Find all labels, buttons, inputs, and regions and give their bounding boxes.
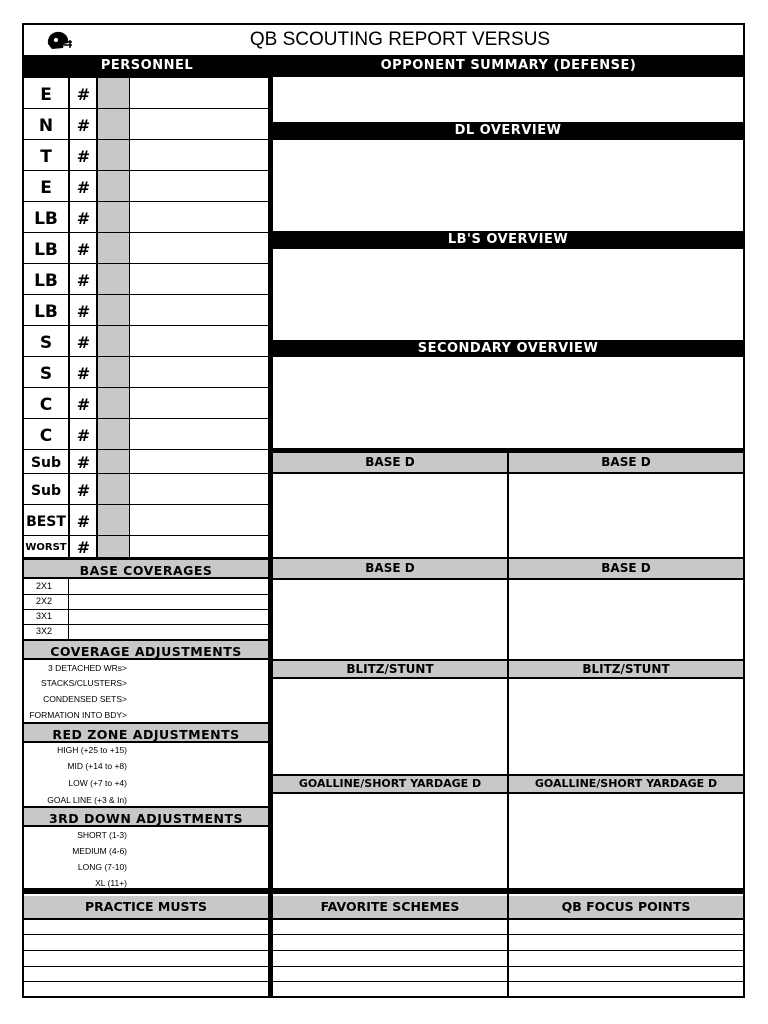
number-cell[interactable] <box>98 326 129 356</box>
number-cell[interactable] <box>98 140 129 170</box>
goalline-heading: GOALLINE/SHORT YARDAGE D <box>509 776 743 792</box>
favorite-scheme-entry[interactable] <box>273 982 507 996</box>
player-name-cell[interactable] <box>130 233 268 263</box>
position-label: N <box>38 116 54 136</box>
base-d-box[interactable] <box>273 474 507 557</box>
number-cell[interactable] <box>98 388 129 418</box>
adjustment-label: CONDENSED SETS> <box>43 694 127 704</box>
opponent-summary-heading: OPPONENT SUMMARY (DEFENSE) <box>380 58 637 73</box>
player-name-cell[interactable] <box>130 536 268 557</box>
jersey-number-label: # <box>76 178 91 197</box>
formation-label: 3X2 <box>36 626 53 636</box>
player-name-cell[interactable] <box>130 264 268 294</box>
position-label: LB <box>34 209 58 229</box>
jersey-number-label: # <box>76 209 91 228</box>
player-name-cell[interactable] <box>130 202 268 232</box>
coverage-entry[interactable] <box>70 609 268 624</box>
jersey-number-label: # <box>76 453 91 472</box>
number-cell[interactable] <box>98 78 129 108</box>
base-d-heading: BASE D <box>273 453 507 472</box>
position-label: T <box>40 147 52 167</box>
coverage-entry[interactable] <box>70 624 268 639</box>
practice-must-entry[interactable] <box>24 982 268 996</box>
number-cell[interactable] <box>98 171 129 201</box>
practice-must-entry[interactable] <box>24 935 268 950</box>
adjustment-label: 3 DETACHED WRs> <box>48 663 127 673</box>
jersey-number-label: # <box>76 147 91 166</box>
qb-focus-points-heading: QB FOCUS POINTS <box>509 896 743 918</box>
favorite-scheme-entry[interactable] <box>273 967 507 981</box>
down-distance-label: MEDIUM (4-6) <box>72 846 127 856</box>
number-cell[interactable] <box>98 264 129 294</box>
base-d-heading: BASE D <box>273 559 507 578</box>
player-name-cell[interactable] <box>130 326 268 356</box>
practice-must-entry[interactable] <box>24 967 268 981</box>
number-cell[interactable] <box>98 419 129 449</box>
red-zone-label: MID (+14 to +8) <box>67 761 127 771</box>
jersey-number-label: # <box>76 116 91 135</box>
adjustment-label: FORMATION INTO BDY> <box>29 710 127 720</box>
player-name-cell[interactable] <box>130 295 268 325</box>
formation-label: 2X1 <box>36 581 53 591</box>
qb-focus-point-entry[interactable] <box>509 951 743 966</box>
red-zone-entry[interactable] <box>130 743 268 758</box>
lb-overview-heading: LB'S OVERVIEW <box>273 231 743 249</box>
number-cell[interactable] <box>98 202 129 232</box>
number-cell[interactable] <box>98 474 129 504</box>
player-name-cell[interactable] <box>130 388 268 418</box>
position-label: E <box>40 85 52 105</box>
red-zone-label: HIGH (+25 to +15) <box>57 745 127 755</box>
favorite-scheme-entry[interactable] <box>273 935 507 950</box>
red-zone-label: LOW (+7 to +4) <box>68 778 127 788</box>
practice-must-entry[interactable] <box>24 951 268 966</box>
jersey-number-label: # <box>76 271 91 290</box>
football-helmet-icon <box>44 30 74 52</box>
number-cell[interactable] <box>98 233 129 263</box>
blitz-stunt-box[interactable] <box>509 679 743 774</box>
number-cell[interactable] <box>98 295 129 325</box>
base-d-box[interactable] <box>273 580 507 659</box>
number-cell[interactable] <box>98 357 129 387</box>
secondary-overview-area[interactable] <box>273 357 743 448</box>
number-cell[interactable] <box>98 450 129 473</box>
position-label: Sub <box>30 483 62 499</box>
practice-musts-heading: PRACTICE MUSTS <box>24 896 268 918</box>
number-cell[interactable] <box>98 536 129 557</box>
adjustment-entry[interactable] <box>130 708 268 723</box>
jersey-number-label: # <box>76 333 91 352</box>
down-distance-label: SHORT (1-3) <box>77 830 127 840</box>
favorite-scheme-entry[interactable] <box>273 919 507 934</box>
jersey-number-label: # <box>76 395 91 414</box>
helmet-logo <box>44 30 74 52</box>
base-coverages-heading: BASE COVERAGES <box>24 558 268 579</box>
position-label: WORST <box>25 542 67 553</box>
player-name-cell[interactable] <box>130 505 268 535</box>
favorite-scheme-entry[interactable] <box>273 951 507 966</box>
dl-overview-heading: DL OVERVIEW <box>273 122 743 140</box>
page-title: QB SCOUTING REPORT VERSUS <box>249 29 551 50</box>
player-name-cell[interactable] <box>130 419 268 449</box>
base-d-heading: BASE D <box>509 453 743 472</box>
footer-row-line <box>24 996 743 997</box>
adjustment-entry[interactable] <box>130 676 268 691</box>
adjustment-label: STACKS/CLUSTERS> <box>40 678 127 688</box>
down-distance-entry[interactable] <box>130 860 268 875</box>
practice-must-entry[interactable] <box>24 919 268 934</box>
red-zone-entry[interactable] <box>130 759 268 774</box>
player-name-cell[interactable] <box>130 171 268 201</box>
red-zone-heading: RED ZONE ADJUSTMENTS <box>24 722 268 743</box>
number-cell[interactable] <box>98 109 129 139</box>
jersey-number-label: # <box>76 512 91 531</box>
player-name-cell[interactable] <box>130 140 268 170</box>
player-name-cell[interactable] <box>130 109 268 139</box>
coverage-entry[interactable] <box>70 594 268 609</box>
red-zone-entry[interactable] <box>130 776 268 791</box>
position-label: LB <box>34 271 58 291</box>
red-zone-label: GOAL LINE (+3 & In) <box>47 795 127 805</box>
column-line <box>68 579 69 639</box>
player-name-cell[interactable] <box>130 357 268 387</box>
jersey-number-label: # <box>76 240 91 259</box>
position-label: BEST <box>26 514 66 530</box>
down-distance-label: LONG (7-10) <box>77 862 127 872</box>
dl-overview-area[interactable] <box>273 140 743 230</box>
position-label: C <box>39 426 53 446</box>
jersey-number-label: # <box>76 302 91 321</box>
third-down-heading: 3RD DOWN ADJUSTMENTS <box>24 806 268 827</box>
down-distance-label: XL (11+) <box>95 878 127 888</box>
goalline-heading: GOALLINE/SHORT YARDAGE D <box>273 776 507 792</box>
player-name-cell[interactable] <box>130 474 268 504</box>
jersey-number-label: # <box>76 364 91 383</box>
jersey-number-label: # <box>76 426 91 445</box>
column-line <box>96 77 98 557</box>
favorite-schemes-heading: FAVORITE SCHEMES <box>273 896 507 918</box>
position-label: E <box>40 178 52 198</box>
formation-label: 3X1 <box>36 611 53 621</box>
down-distance-entry[interactable] <box>130 844 268 859</box>
column-line <box>68 77 70 557</box>
base-d-box[interactable] <box>509 580 743 659</box>
secondary-overview-heading: SECONDARY OVERVIEW <box>273 340 743 357</box>
down-distance-entry[interactable] <box>130 828 268 843</box>
adjustment-entry[interactable] <box>130 692 268 707</box>
position-label: C <box>39 395 53 415</box>
number-cell[interactable] <box>98 505 129 535</box>
jersey-number-label: # <box>76 538 91 557</box>
blitz-stunt-heading: BLITZ/STUNT <box>273 661 507 677</box>
section-divider <box>24 888 743 894</box>
qb-focus-point-entry[interactable] <box>509 935 743 950</box>
personnel-heading: PERSONNEL <box>100 58 194 73</box>
base-d-heading: BASE D <box>509 559 743 578</box>
formation-label: 2X2 <box>36 596 53 606</box>
position-label: S <box>39 333 53 353</box>
adjustment-entry[interactable] <box>130 661 268 676</box>
qb-focus-point-entry[interactable] <box>509 919 743 934</box>
column-line <box>129 77 130 557</box>
qb-focus-point-entry[interactable] <box>509 982 743 996</box>
qb-focus-point-entry[interactable] <box>509 967 743 981</box>
player-name-cell[interactable] <box>130 450 268 473</box>
position-label: S <box>39 364 53 384</box>
position-label: LB <box>34 302 58 322</box>
goalline-box[interactable] <box>509 794 743 888</box>
base-d-box[interactable] <box>509 474 743 557</box>
position-label: Sub <box>30 455 62 471</box>
position-label: LB <box>34 240 58 260</box>
coverage-adjustments-heading: COVERAGE ADJUSTMENTS <box>24 639 268 660</box>
coverage-entry[interactable] <box>70 579 268 594</box>
jersey-number-label: # <box>76 481 91 500</box>
player-name-cell[interactable] <box>130 78 268 108</box>
lb-overview-area[interactable] <box>273 249 743 339</box>
blitz-stunt-heading: BLITZ/STUNT <box>509 661 743 677</box>
jersey-number-label: # <box>76 85 91 104</box>
goalline-box[interactable] <box>273 794 507 888</box>
blitz-stunt-box[interactable] <box>273 679 507 774</box>
